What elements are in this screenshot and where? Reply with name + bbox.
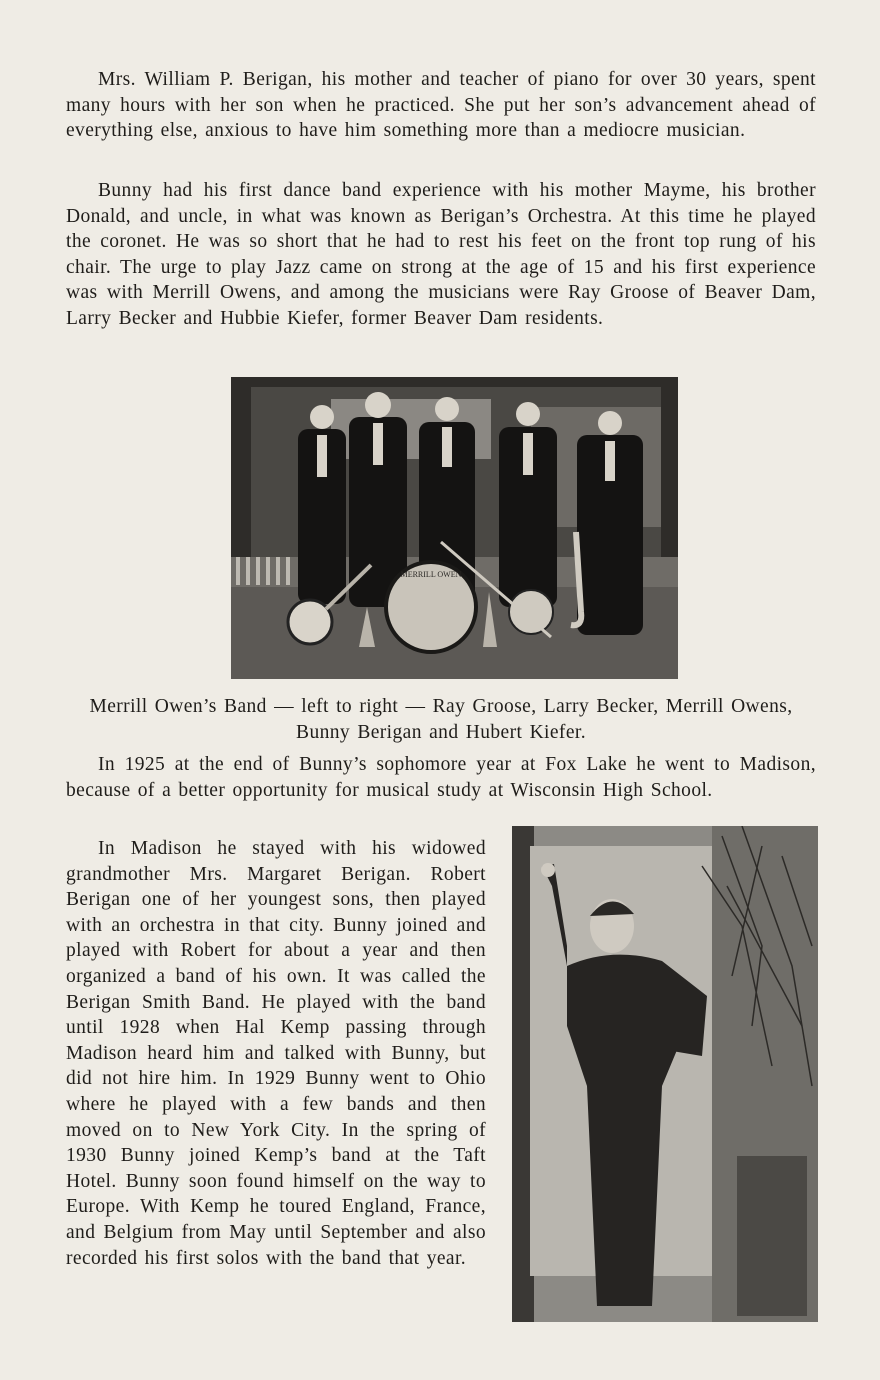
- band-photo: [231, 377, 678, 679]
- bunny-portrait-photo: [512, 826, 818, 1322]
- paragraph-first-band: Bunny had his first dance band experience with his mother Mayme, his brother Donald, and uncle, in what was known as Berigan’s Orchestra. At this time he played the coronet. He was so short that he had to rest his feet on the front top rung of his chair. The urge to play Jazz came on strong at the age of 15 and his first experience was with Merrill Owens, and among the musicians were Ray Groose of Beaver Dam, Larry Becker and Hubbie Kiefer, former Beaver Dam residents.: [66, 180, 816, 329]
- paragraph-madison-career: In Madison he stayed with his widowed grandmother Mrs. Margaret Berigan. Robert Berigan one of her youngest sons, then played with an orchestra in that city. Bunny joined and played with Robert for about a year and then organized a band of his own. It was called the Berigan Smith Band. He played with the band until 1928 when Hal Kemp passing through Madison heard him and talked with Bunny, but did not hire him. In 1929 Bunny went to Ohio where he played with a few bands and then moved on to New York City. In the spring of 1930 Bunny joined Kemp’s band at the Taft Hotel. Bunny soon found himself on the way to Europe. With Kemp he toured England, France, and Belgium from May until September and also recorded his first solos with the band that year.: [66, 838, 486, 1269]
- band-photo-caption: Merrill Owen’s Band — left to right — Ray Groose, Larry Becker, Merrill Owens, Bunny Berigan and Hubert Kiefer.: [89, 696, 793, 743]
- paragraph-mother: Mrs. William P. Berigan, his mother and teacher of piano for over 30 years, spent many hours with her son when he practiced. She put her son’s advancement ahead of everything else, anxious to have him something more than a mediocre musician.: [66, 69, 816, 142]
- drum-head-text: MERRILL OWEN: [400, 570, 462, 579]
- paragraph-madison-move: In 1925 at the end of Bunny’s sophomore year at Fox Lake he went to Madison, because of a better opportunity for musical study at Wisconsin High School.: [66, 754, 816, 801]
